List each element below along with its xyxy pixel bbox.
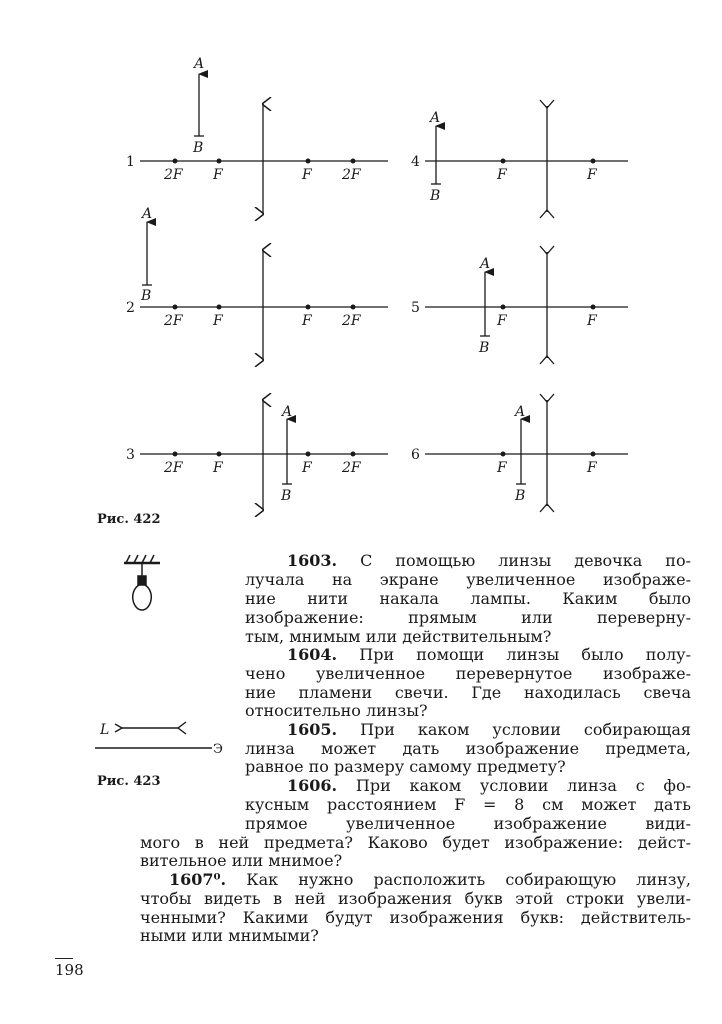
text-line: ными или мнимыми? — [140, 926, 319, 945]
text-line: тым, мнимым или действительным? — [245, 627, 552, 646]
text-line: При каком условии собирающая — [360, 720, 691, 739]
label-2f: 2F — [164, 313, 183, 329]
label-a: A — [515, 404, 526, 420]
text-line: вительное или мнимое? — [140, 851, 343, 870]
text-line: кусным расстоянием F = 8 см может дать — [245, 795, 691, 814]
label-f: F — [213, 167, 223, 183]
label-b: B — [281, 488, 292, 504]
label-a: A — [194, 56, 205, 72]
label-2f: 2F — [342, 460, 361, 476]
label-b: B — [193, 140, 204, 156]
text-line: изображение: прямым или переверну- — [245, 608, 691, 627]
row-number: 3 — [126, 447, 135, 463]
label-a: A — [430, 110, 441, 126]
problem-number: 1604. — [287, 645, 338, 664]
text-line: ние нити накала лампы. Каким было — [245, 589, 691, 608]
problem-number: 1605. — [287, 720, 338, 739]
label-lens: L — [100, 722, 110, 738]
label-2f: 2F — [164, 167, 183, 183]
label-f: F — [302, 460, 312, 476]
figure-caption: Рис. 423 — [97, 774, 161, 789]
problem-number: 1603. — [287, 551, 338, 570]
text-line: С помощью линзы девочка по- — [360, 551, 691, 570]
row-number: 5 — [411, 300, 420, 316]
figure-caption: Рис. 422 — [97, 512, 161, 527]
text-line: При помощи линзы было полу- — [359, 645, 692, 664]
lamp-icon — [124, 555, 160, 610]
problem-number: 1607⁰. — [169, 870, 227, 889]
row-number: 6 — [411, 447, 420, 463]
label-f: F — [587, 167, 597, 183]
label-f: F — [213, 460, 223, 476]
row-number: 1 — [126, 154, 135, 170]
label-2f: 2F — [342, 313, 361, 329]
text-line: ченными? Какими будут изображения букв: действитель- — [140, 908, 691, 927]
text-line: мого в ней предмета? Каково будет изображение: дейст- — [140, 833, 691, 852]
lens-screen-diagram — [95, 722, 212, 748]
label-a: A — [480, 256, 491, 272]
text-line: При каком условии линза с фо- — [355, 776, 691, 795]
label-2f: 2F — [342, 167, 361, 183]
text-line: Как нужно расположить собирающую линзу, — [246, 870, 691, 889]
text-line: лучала на экране увеличенное изображе- — [245, 570, 691, 589]
page-number: 198 — [55, 958, 73, 979]
label-b: B — [479, 340, 490, 356]
text-line: относительно линзы? — [245, 701, 428, 720]
row-number: 4 — [411, 154, 420, 170]
row-number: 2 — [126, 300, 135, 316]
text-line: линза может дать изображение предмета, — [245, 739, 691, 758]
label-f: F — [497, 460, 507, 476]
label-f: F — [213, 313, 223, 329]
text-line: ние пламени свечи. Где находилась свеча — [245, 683, 691, 702]
label-f: F — [497, 313, 507, 329]
problem-number: 1606. — [287, 776, 338, 795]
label-a: A — [282, 404, 293, 420]
label-a: A — [142, 206, 153, 222]
label-screen: Э — [213, 742, 223, 757]
label-f: F — [587, 313, 597, 329]
text-line: прямое увеличенное изображение види- — [245, 814, 691, 833]
label-b: B — [430, 188, 441, 204]
label-b: B — [141, 288, 152, 304]
label-f: F — [302, 313, 312, 329]
label-f: F — [587, 460, 597, 476]
text-line: чтобы видеть в ней изображения букв этой строки увели- — [140, 889, 691, 908]
label-f: F — [302, 167, 312, 183]
label-b: B — [515, 488, 526, 504]
label-f: F — [497, 167, 507, 183]
text-line: чено увеличенное перевернутое изображе- — [245, 664, 691, 683]
text-line: равное по размеру самому предмету? — [245, 757, 566, 776]
label-2f: 2F — [164, 460, 183, 476]
